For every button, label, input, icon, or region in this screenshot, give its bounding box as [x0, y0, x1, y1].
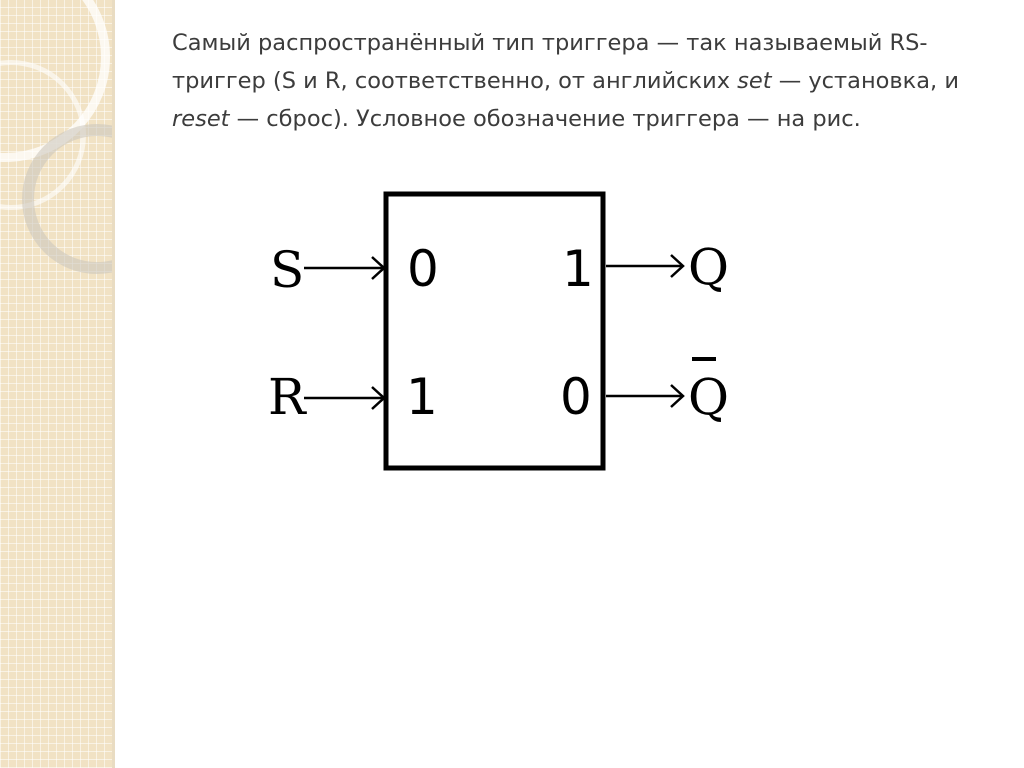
caption-reset-word: reset — [172, 106, 230, 132]
q-bar-state-value: 0 — [560, 368, 592, 426]
output-q-label: Q — [688, 238, 729, 296]
output-q-bar-arrow — [606, 385, 683, 407]
input-s-arrow — [304, 257, 384, 279]
caption-text-3: — сброс). Условное обозначение триггера — на рис. — [229, 106, 861, 132]
input-r-label: R — [268, 368, 306, 426]
r-state-value: 1 — [406, 368, 438, 426]
output-q-arrow — [606, 255, 683, 277]
input-r-arrow — [304, 387, 384, 409]
trigger-box — [386, 194, 603, 468]
q-bar-overline — [692, 357, 716, 361]
s-state-value: 0 — [407, 240, 439, 298]
input-s-label: S — [270, 241, 305, 299]
caption-set-word: set — [737, 68, 772, 94]
caption-text-2: — установка, и — [771, 68, 959, 94]
q-state-value: 1 — [562, 240, 594, 298]
output-q-bar-label: Q — [688, 368, 729, 426]
caption-text-1: Самый распространённый тип триггера — так называемый RS-триггер (S и R, соответственно, от английских — [172, 30, 928, 94]
